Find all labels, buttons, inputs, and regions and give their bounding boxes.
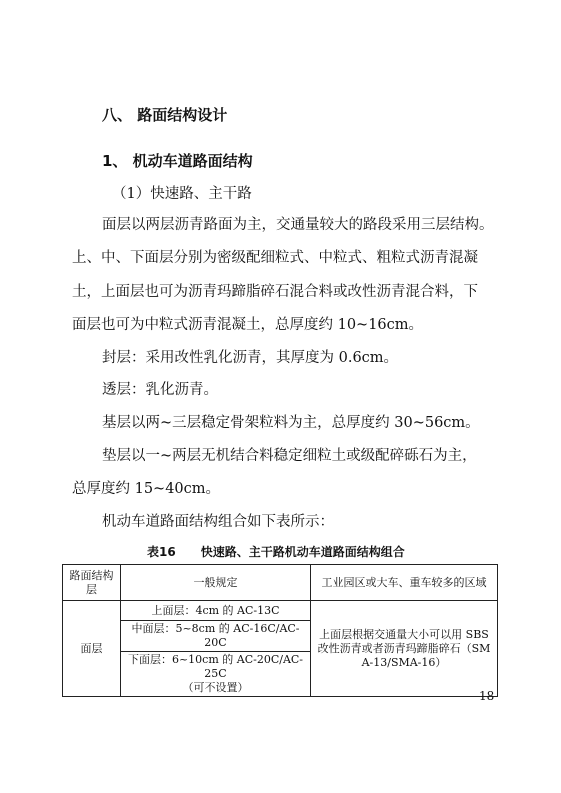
paragraph-line: 透层：乳化沥青。	[102, 382, 218, 398]
paragraph-line: 面层以两层沥青路面为主，交通量较大的路段采用三层结构。	[102, 217, 494, 233]
paragraph-line: 机动车道路面结构组合如下表所示：	[102, 514, 334, 530]
paragraph-line: 封层：采用改性乳化沥青，其厚度为 0.6cm。	[102, 350, 399, 366]
paragraph-line: 基层以两~三层稳定骨架粒料为主，总厚度约 30~56cm。	[102, 415, 480, 431]
subsection-title: 1、 机动车道路面结构	[102, 152, 253, 170]
section-title: 八、 路面结构设计	[102, 106, 228, 124]
pavement-structure-table	[62, 564, 498, 697]
table-header-cell: 路面结构层	[63, 565, 121, 601]
paragraph-line: 垫层以一~两层无机结合料稳定细粒土或级配碎砾石为主，	[102, 448, 477, 464]
sub-item-heading: （1）快速路、主干路	[112, 186, 252, 202]
paragraph-line: 面层也可为中粒式沥青混凝土，总厚度约 10~16cm。	[72, 317, 424, 333]
paragraph-line: 土，上面层也可为沥青玛蹄脂碎石混合料或改性沥青混合料，下	[72, 284, 478, 300]
table-cell: 上面层：4cm 的 AC-13C	[121, 601, 311, 621]
table-cell: 下面层：6~10cm 的 AC-20C/AC-25C （可不设置）	[121, 652, 311, 697]
table-caption: 表16 快速路、主干路机动车道路面结构组合	[147, 545, 405, 559]
table-row-label: 面层	[63, 601, 121, 697]
table-header-cell: 工业园区或大车、重车较多的区域	[311, 565, 498, 601]
paragraph-line: 总厚度约 15~40cm。	[72, 481, 221, 497]
table-cell: 中面层：5~8cm 的 AC-16C/AC-20C	[121, 621, 311, 652]
page-number: 18	[479, 689, 495, 703]
paragraph-line: 上、中、下面层分别为密级配细粒式、中粒式、粗粒式沥青混凝	[72, 250, 478, 266]
table-cell-heavy: 上面层根据交通量大小可以用 SBS 改性沥青或者沥青玛蹄脂碎石（SM A-13/SMA-16）	[311, 601, 498, 697]
table-header-cell: 一般规定	[121, 565, 311, 601]
